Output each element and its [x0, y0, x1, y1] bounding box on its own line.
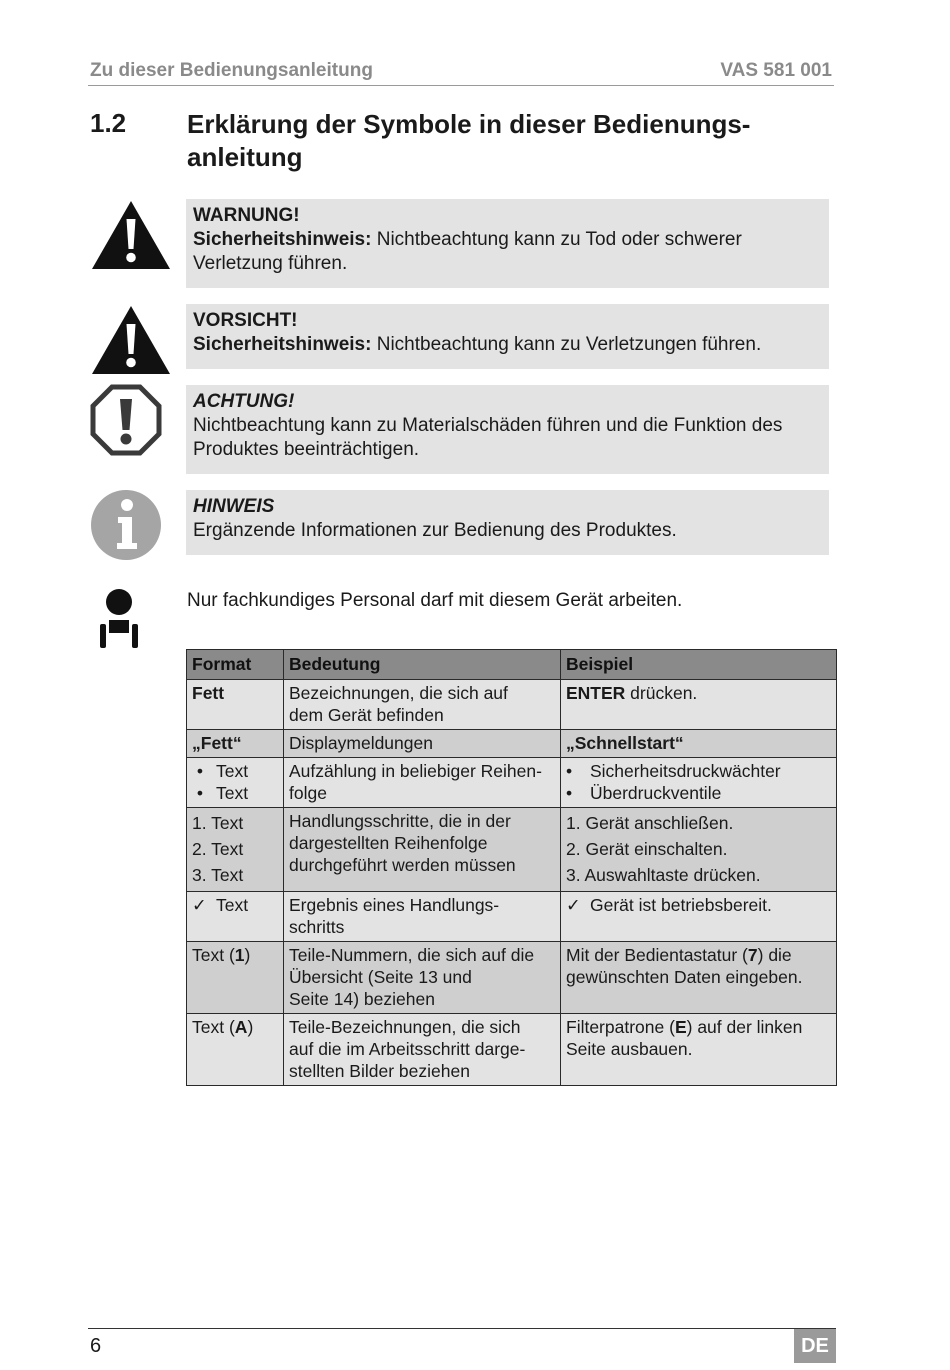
- part-number: 1: [234, 945, 245, 965]
- table-cell: [561, 892, 837, 942]
- language-badge: DE: [794, 1329, 836, 1363]
- part-letter: A: [234, 1017, 248, 1037]
- section-title: Erklärung der Symbole in dieser Bedienungs- anleitung: [187, 109, 751, 172]
- table-cell: Teile-Nummern, die sich auf die Übersicht (Seite 13 und Seite 14) beziehen: [284, 942, 561, 1014]
- table-cell: Aufzählung in beliebiger Reihen- folge: [284, 758, 561, 808]
- table-cell: Fett: [187, 680, 284, 730]
- table-row: [187, 942, 837, 1014]
- table-cell: „Fett“: [187, 730, 284, 758]
- attention-octagon-icon: [90, 384, 162, 456]
- table-header: Format: [187, 650, 284, 680]
- section-number: 1.2: [90, 108, 127, 138]
- table-cell: „Schnellstart“: [561, 730, 837, 758]
- table-cell: Teile-Bezeichnungen, die sich auf die im Arbeitsschritt darge- stellten Bilder beziehen: [284, 1014, 561, 1086]
- table-row: [187, 808, 837, 892]
- table-cell: Text (A): [187, 1014, 284, 1086]
- warning-triangle-icon: [90, 199, 172, 271]
- list-item: • Überdruckventile: [566, 783, 722, 803]
- personnel-text: Nur fachkundiges Personal darf mit diesem Gerät arbeiten.: [187, 590, 683, 611]
- info-text: Ergänzende Informationen zur Bedienung des Produktes.: [193, 520, 677, 541]
- header-model: VAS 581 001: [720, 60, 832, 81]
- check-icon: ✓: [566, 895, 581, 915]
- list-item: • Text: [192, 761, 249, 781]
- info-circle-icon: [90, 489, 162, 561]
- table-row: [187, 680, 837, 730]
- info-heading: HINWEIS: [193, 496, 275, 517]
- warning-label: Sicherheitshinweis:: [193, 229, 372, 250]
- table-header-row: [187, 650, 837, 680]
- table-row: [187, 730, 837, 758]
- warning-box: [186, 199, 829, 288]
- table-cell: Ergebnis eines Handlungs- schritts: [284, 892, 561, 942]
- part-letter: E: [674, 1017, 687, 1037]
- table-header: Beispiel: [561, 650, 837, 680]
- caution-box: [186, 304, 829, 369]
- page-header: [88, 58, 834, 86]
- info-box: [186, 490, 829, 555]
- caution-label: Sicherheitshinweis:: [193, 334, 372, 355]
- example-bold: ENTER: [566, 683, 626, 703]
- table-cell: [561, 808, 837, 892]
- caution-heading: VORSICHT!: [193, 310, 298, 331]
- header-chapter: Zu dieser Bedienungsanleitung: [90, 60, 373, 81]
- part-number: 7: [747, 945, 758, 965]
- check-icon: ✓: [192, 895, 207, 915]
- table-cell: [561, 758, 837, 808]
- cell-text: Gerät ist betriebsbereit.: [590, 895, 772, 915]
- cell-text: Text: [216, 895, 249, 915]
- caution-triangle-icon: [90, 304, 172, 376]
- table-row: [187, 892, 837, 942]
- list-item: 3. Auswahltaste drücken.: [566, 865, 761, 885]
- table-row: [187, 758, 837, 808]
- page-number: 6: [90, 1335, 102, 1357]
- list-item: 2. Gerät einschalten.: [566, 839, 728, 859]
- format-table: [186, 649, 837, 1086]
- table-cell: Displaymeldungen: [284, 730, 561, 758]
- table-cell: [187, 808, 284, 892]
- table-cell: Bezeichnungen, die sich auf dem Gerät befinden: [284, 680, 561, 730]
- attention-box: [186, 385, 829, 474]
- list-item: 2. Text: [192, 839, 244, 859]
- attention-heading: ACHTUNG!: [193, 391, 295, 412]
- table-cell: Filterpatrone (E) auf der linken Seite ausbauen.: [561, 1014, 837, 1086]
- table-cell: Text (1): [187, 942, 284, 1014]
- list-item: 1. Gerät anschließen.: [566, 813, 734, 833]
- table-cell: [187, 758, 284, 808]
- warning-heading: WARNUNG!: [193, 205, 300, 226]
- table-cell: [187, 892, 284, 942]
- list-item: • Sicherheitsdruckwächter: [566, 761, 781, 781]
- table-cell: [561, 680, 837, 730]
- person-icon: [98, 588, 140, 650]
- list-item: 1. Text: [192, 813, 244, 833]
- footer-divider: [88, 1328, 836, 1329]
- table-cell: Mit der Bedientastatur (7) die gewünschten Daten eingeben.: [561, 942, 837, 1014]
- list-item: 3. Text: [192, 865, 244, 885]
- table-cell: Handlungsschritte, die in der dargestellten Reihenfolge durchgeführt werden müssen: [284, 808, 561, 892]
- table-header: Bedeutung: [284, 650, 561, 680]
- warning-text: Nichtbeachtung kann zu Tod oder schwerer Verletzung führen.: [193, 229, 742, 274]
- list-item: • Text: [192, 783, 249, 803]
- table-row: [187, 1014, 837, 1086]
- example-text: drücken.: [625, 683, 698, 703]
- attention-text: Nichtbeachtung kann zu Materialschäden führen und die Funktion des Produktes beeinträchtigen.: [193, 415, 783, 460]
- caution-text: Nichtbeachtung kann zu Verletzungen führen.: [371, 334, 762, 355]
